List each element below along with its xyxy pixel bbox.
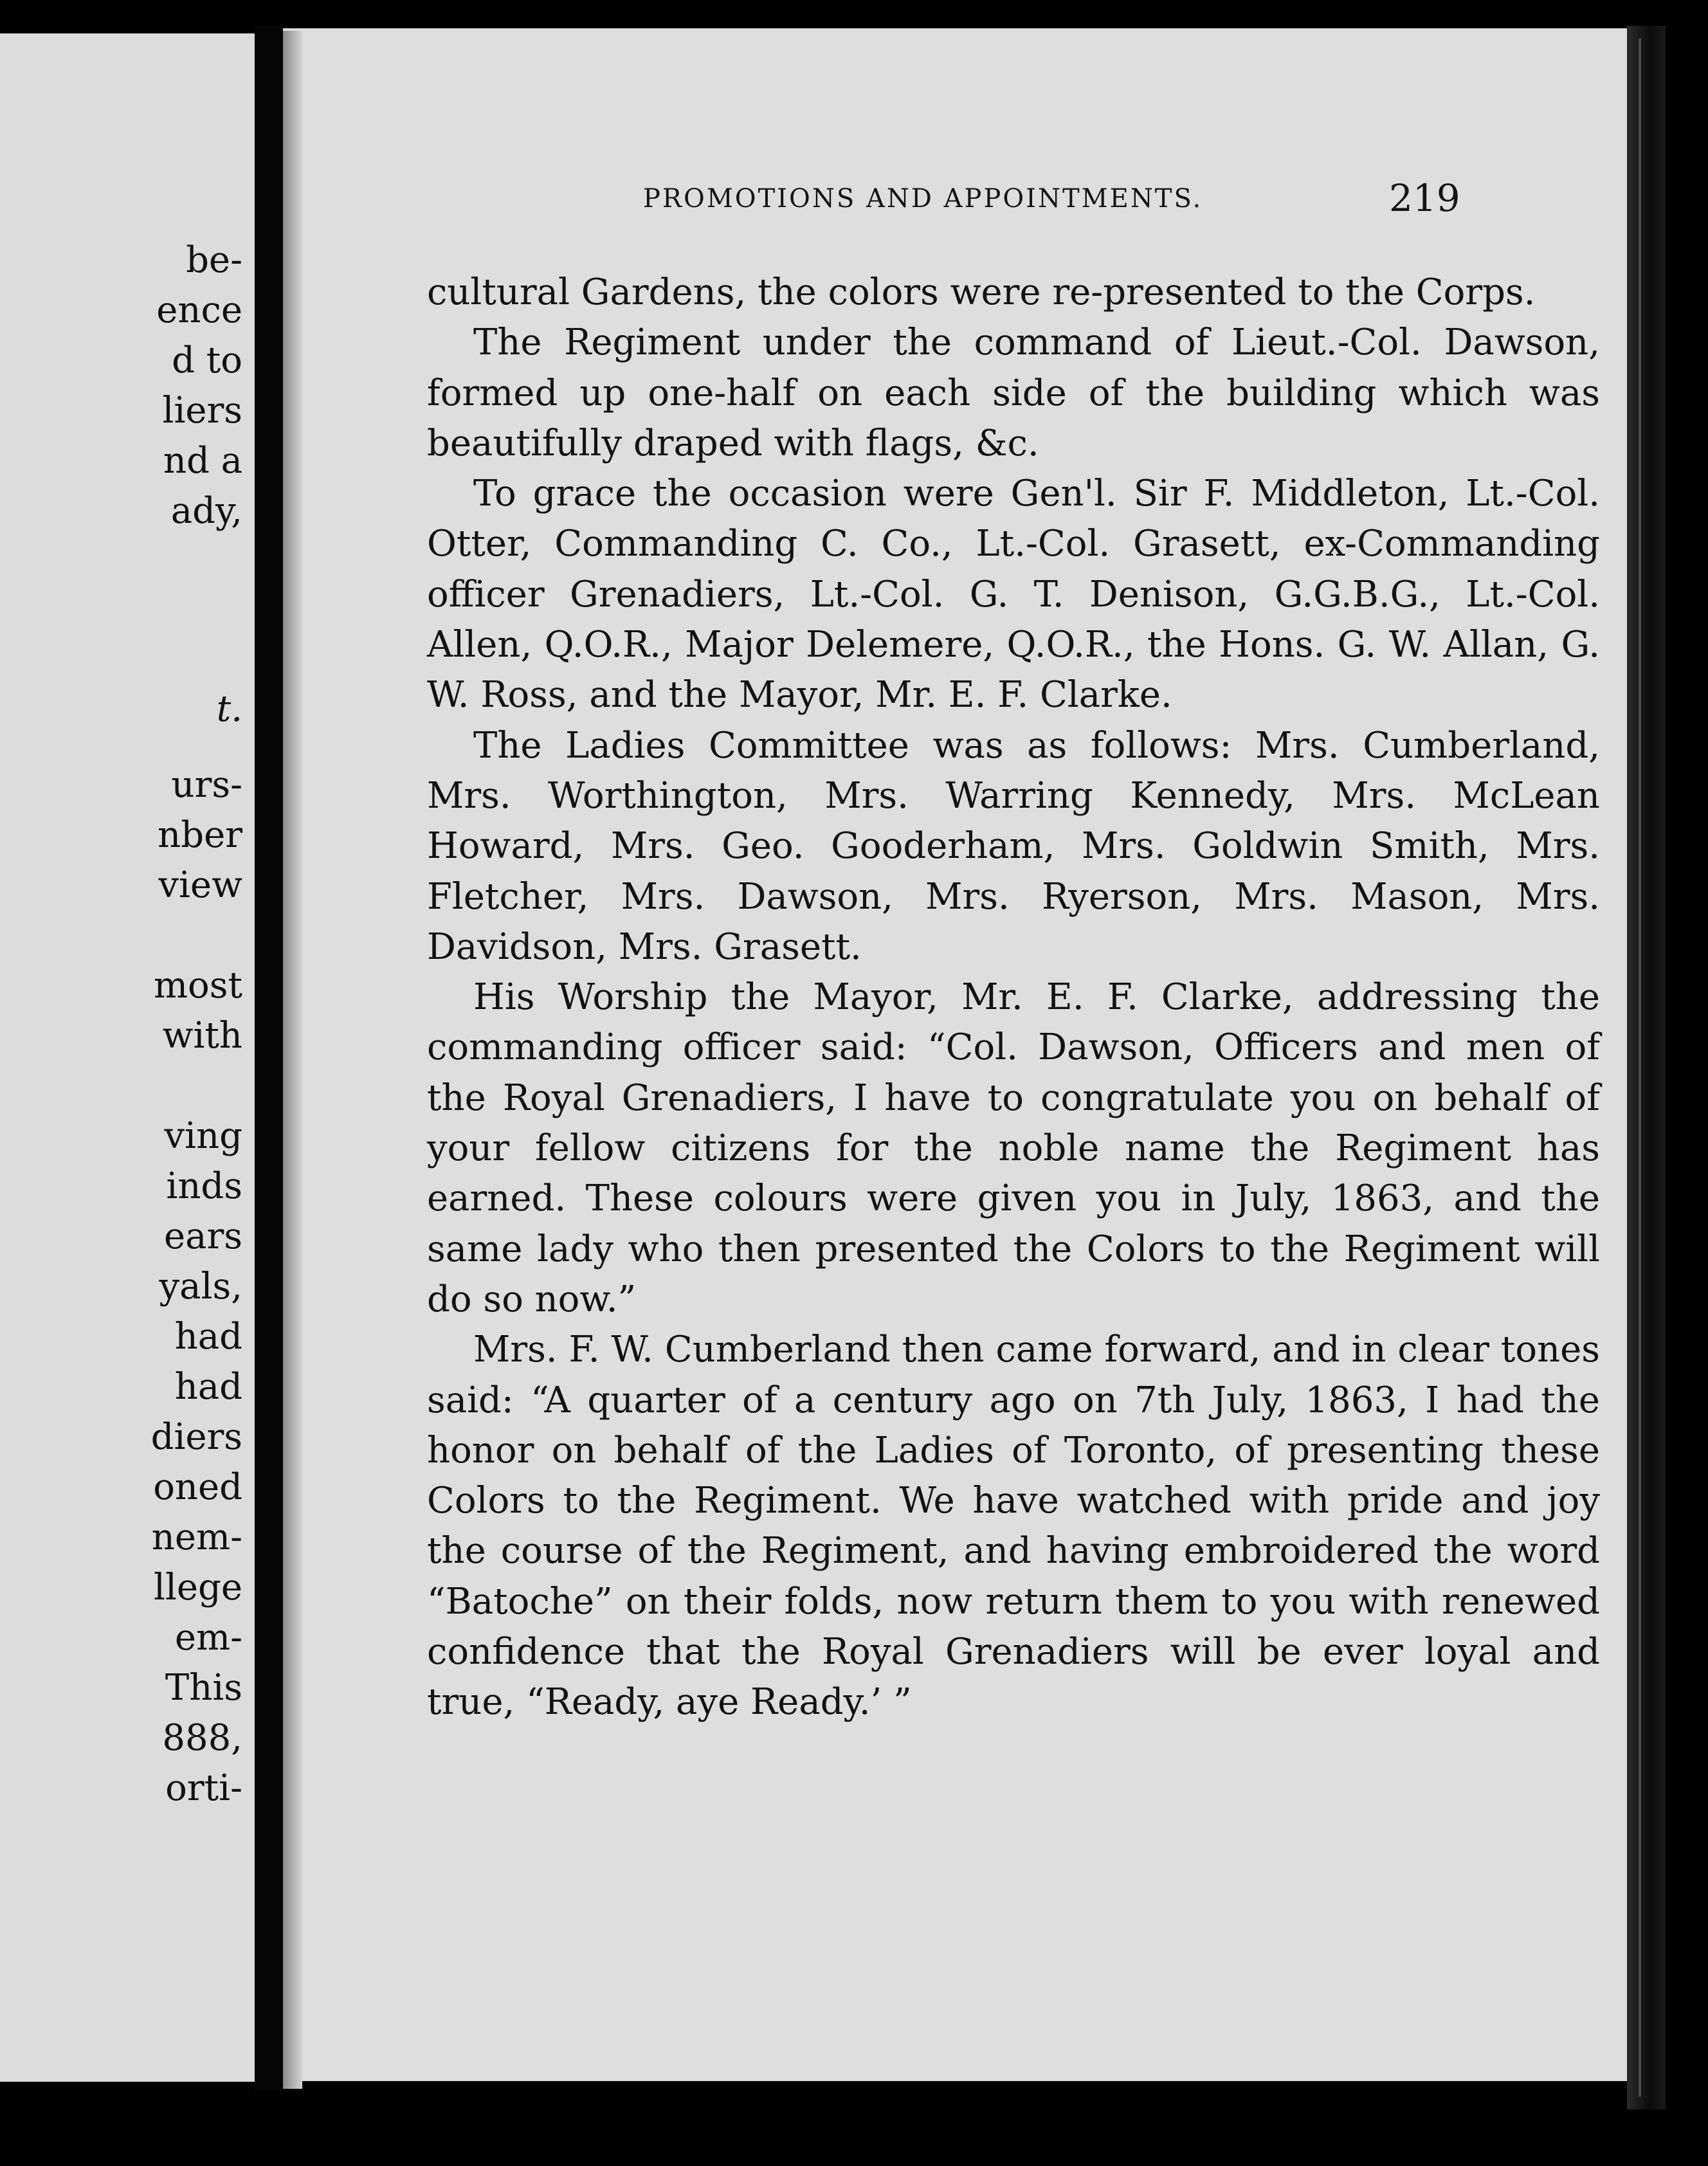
left-page-fragment: with (162, 1015, 242, 1057)
left-page-fragment: ady, (170, 490, 242, 532)
paragraph: Mrs. F. W. Cumberland then came forward, and in clear tones said: “A quarter of a century ago on 7th July, 1863, I had the honor on behalf of the Ladies of Toronto, of presenting these Colors to the Regiment. We have watched with pride and joy the course of the Regiment, and having embroidered the word “Batoche” on their folds, now return them to you with renewed confidence that the Royal Grenadiers will be ever loyal and true, “Ready, aye Ready.’ ” (427, 1329, 1600, 1724)
left-page-fragment: nd a (163, 440, 242, 482)
page-edge-line (1639, 39, 1641, 2097)
left-page-fragment: view (158, 864, 242, 906)
left-page-fragment: be- (186, 239, 242, 281)
body-text (427, 268, 1600, 1728)
left-page-fragment: ence (156, 289, 242, 331)
book-gutter (255, 26, 283, 2090)
left-page-fragment: liers (162, 390, 242, 432)
running-head: PROMOTIONS AND APPOINTMENTS. (643, 184, 1203, 214)
paragraph: The Ladies Committee was as follows: Mrs. Cumberland, Mrs. Worthington, Mrs. Warring Kennedy, Mrs. McLean Howard, Mrs. Geo. Gooderham, Mrs. Goldwin Smith, Mrs. Fletcher, Mrs. Dawson, Mrs. Ryerson, Mrs. Mason, Mrs. Davidson, Mrs. Grasett. (427, 724, 1600, 968)
left-page-fragment: em- (174, 1617, 242, 1659)
left-page-fragment: had (174, 1316, 242, 1358)
left-page-fragment: oned (153, 1466, 242, 1508)
left-page-fragment: ving (164, 1115, 242, 1157)
left-page-fragment: most (153, 965, 242, 1006)
left-page-fragment: llege (154, 1567, 242, 1608)
left-page-fragment: nber (158, 814, 242, 856)
left-page-fragment: inds (166, 1165, 242, 1207)
left-page-fragment: diers (150, 1416, 242, 1458)
left-page-fragment: had (174, 1366, 242, 1408)
left-page-fragment: 888, (162, 1717, 242, 1759)
page-number: 219 (1389, 176, 1460, 220)
left-page-fragment: nem- (151, 1516, 242, 1558)
paragraph: His Worship the Mayor, Mr. E. F. Clarke, addressing the commanding officer said: “Col. Dawson, Officers and men of the Royal Grenadiers, I have to congratulate you on behalf of your fellow citizens for the noble name the Regiment has earned. These colours were given you in July, 1863, and the same lady who then presented the Colors to the Regiment will do so now.” (427, 976, 1600, 1320)
left-page-fragment: This (165, 1667, 242, 1709)
right-page (283, 28, 1627, 2081)
paragraph: The Regiment under the command of Lieut.-Col. Dawson, formed up one-half on each side of the building which was beautifully draped with flags, &c. (427, 322, 1600, 464)
left-page-fragment: t. (216, 688, 242, 730)
left-page-fragment: yals, (159, 1266, 242, 1307)
left-facing-page (0, 33, 260, 2082)
left-page-fragment: urs- (171, 764, 242, 806)
left-page-fragment: ears (163, 1215, 242, 1257)
page-edge (1627, 26, 1666, 2109)
gutter-shadow (283, 31, 302, 2089)
paragraph: cultural Gardens, the colors were re-presented to the Corps. (427, 271, 1536, 313)
left-page-fragment: orti- (165, 1767, 242, 1809)
left-page-fragment: d to (172, 340, 242, 381)
paragraph: To grace the occasion were Gen'l. Sir F. Middleton, Lt.-Col. Otter, Commanding C. Co., Lt.-Col. Grasett, ex-Commanding officer Grenadiers, Lt.-Col. G. T. Denison, G.G.B.G., Lt.-Col. Allen, Q.O.R., Major Delemere, Q.O.R., the Hons. G. W. Allan, G. W. Ross, and the Mayor, Mr. E. F. Clarke. (427, 473, 1600, 716)
